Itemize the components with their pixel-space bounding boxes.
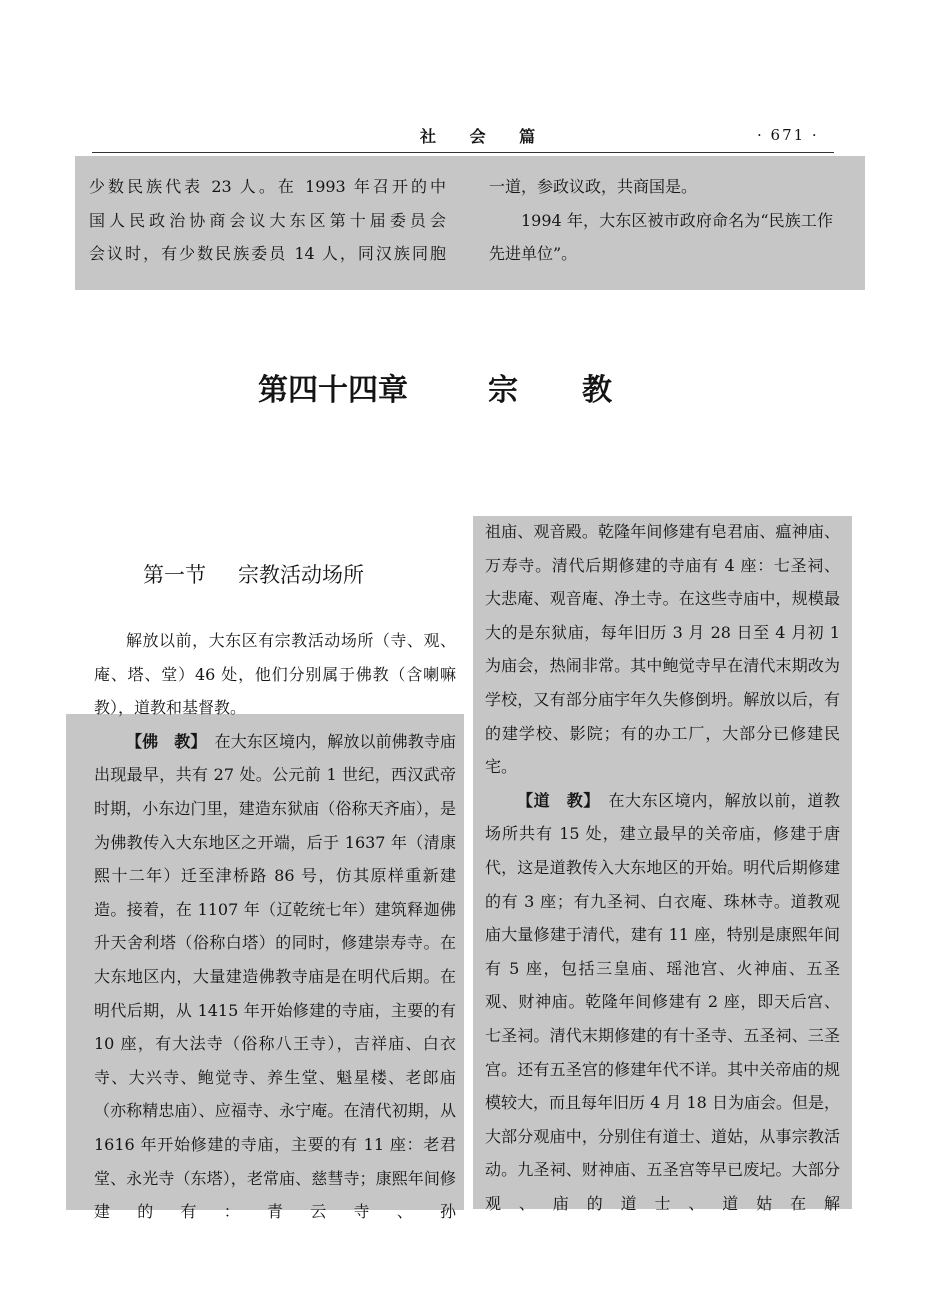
paragraph: 一道，参政议政，共商国是。 — [489, 177, 698, 196]
paragraph: 1994 年，大东区被市政府命名为“民族工作先进单位”。 — [489, 210, 833, 264]
buddhism-continued-paragraph: 祖庙、观音殿。乾隆年间修建有皂君庙、瘟神庙、万寿寺。清代后期修建的寺庙有 4 座：七圣祠、大悲庵、观音庵、净土寺。在这些寺庙中，规模最大的是东狱庙，每年旧历 3 月 28 日至 4 月初 1 为庙会，热闹非常。其中鲍觉寺早在清代末期改为学校，又有部分庙宇年久失修倒坍。解放以后，有的建学校、影院；有的办工厂，大部分已修建民宅。 — [485, 522, 840, 777]
top-right-column — [489, 170, 833, 271]
intro-paragraph: 解放以前，大东区有宗教活动场所（寺、观、庵、塔、堂）46 处，他们分别属于佛教（含喇嘛教），道教和基督教。 — [94, 631, 456, 718]
text-line: 少数民族代表 23 人。在 1993 年召开的中 — [89, 177, 446, 196]
top-left-column — [89, 170, 446, 271]
buddhism-text: 在大东区境内，解放以前佛教寺庙出现最早，共有 27 处。公元前 1 世纪，西汉武帝时期，小东边门里，建造东狱庙（俗称天齐庙），是为佛教传入大东地区之开端，后于 1637 年（清康熙十二年）迁至津桥路 86 号，仿其原样重新建造。接着，在 1107 年（辽乾统七年）建筑释迦佛升天舍利塔（俗称白塔）的同时，修建崇寿寺。在大东地区内，大量建造佛教寺庙是在明代后期。在明代后期，从 1415 年开始修建的寺庙，主要的有 10 座，有大法寺（俗称八王寺），吉祥庙、白衣寺、大兴寺、鲍觉寺、养生堂、魁星楼、老郎庙（亦称精忠庙）、应福寺、永宁庵。在清代初期，从 1616 年开始修建的寺庙，主要的有 11 座：老君堂、永光寺（东塔），老常庙、慈彗寺；康熙年间修建的有：青云寺、孙 — [94, 731, 456, 1222]
text-line: 会议时，有少数民族委员 14 人，同汉族同胞 — [89, 244, 446, 264]
page-number: · 671 · — [757, 126, 819, 144]
taoism-paragraph — [485, 784, 840, 1221]
section-number: 第一节 — [143, 563, 206, 587]
chapter-number: 第四十四章 — [258, 373, 408, 408]
taoism-text: 在大东区境内，解放以前，道教场所共有 15 处，建立最早的关帝庙，修建于唐代，这是道教传入大东地区的开始。明代后期修建的有 3 座；有九圣祠、白衣庵、珠林寺。道教观庙大量修建于清代，建有 11 座，特别是康熙年间有 5 座，包括三皇庙、瑶池宫、火神庙、五圣观、财神庙。乾隆年间修建有 2 座，即天后宫、七圣祠。清代末期修建的有十圣寺、五圣祠、三圣宫。还有五圣宫的修建年代不详。其中关帝庙的规模较大，而且每年旧历 4 月 18 日为庙会。但是，大部分观庙中，分别住有道士、道姑，从事宗教活动。九圣祠、财神庙、五圣宫等早已废圮。大部分观、庙的道士、道姑在解 — [485, 790, 840, 1213]
chapter-name: 宗教 — [488, 373, 676, 408]
body-right-column — [485, 515, 840, 1220]
buddhism-paragraph — [94, 725, 456, 1229]
body-left-column — [94, 624, 456, 1229]
header-rule — [92, 152, 834, 153]
section-title — [143, 559, 364, 589]
buddhism-tag: 【佛 教】 — [126, 731, 199, 751]
text-line: 国人民政治协商会议大东区第十届委员会 — [89, 210, 446, 230]
section-name: 宗教活动场所 — [238, 563, 364, 587]
running-header-section: 社 会 篇 — [420, 127, 550, 146]
chapter-title — [258, 365, 678, 409]
taoism-tag: 【道 教】 — [517, 790, 592, 810]
